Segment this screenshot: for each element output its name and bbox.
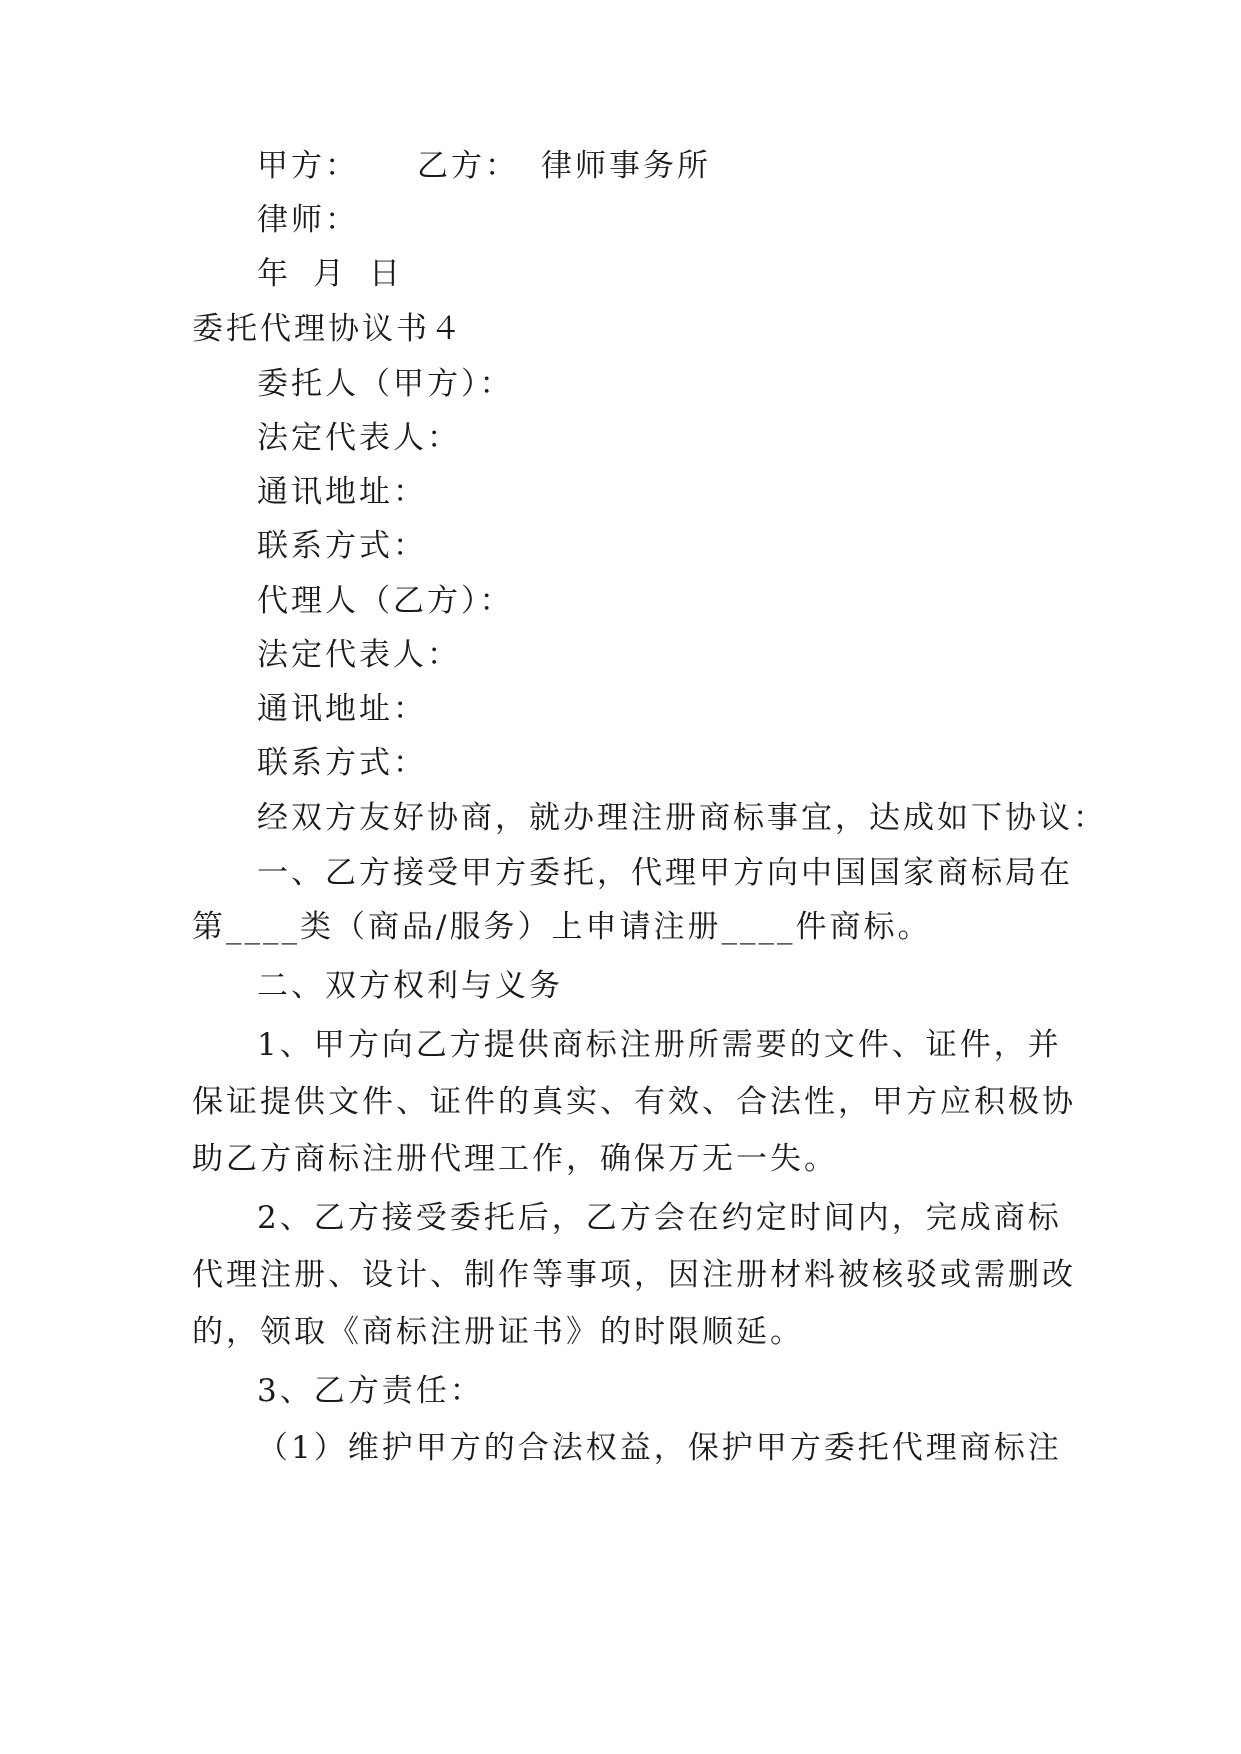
agent-address: 通讯地址： xyxy=(257,691,427,727)
signature-line xyxy=(257,146,711,186)
principal-address: 通讯地址： xyxy=(257,474,427,510)
date-day: 日 xyxy=(369,256,403,292)
item1-line: 1、甲方向乙方提供商标注册所需要的文件、证件，并 xyxy=(257,1027,1062,1063)
intro-paragraph: 经双方友好协商，就办理注册商标事宜，达成如下协议： xyxy=(257,800,1107,836)
clause1-line: 第____类（商品/服务）上申请注册____件商标。 xyxy=(192,909,932,945)
party-b-label: 乙方： xyxy=(417,148,519,184)
item3-heading: 3、乙方责任： xyxy=(257,1373,484,1409)
document-title: 委托代理协议书４ xyxy=(192,311,464,347)
agent-name: 代理人（乙方）： xyxy=(257,583,514,619)
date-year: 年 xyxy=(257,256,291,292)
lawyer-label: 律师： xyxy=(257,202,359,238)
item2-line: 2、乙方接受委托后，乙方会在约定时间内，完成商标 xyxy=(257,1200,1062,1236)
item1-line: 助乙方商标注册代理工作，确保万无一失。 xyxy=(192,1141,838,1177)
item2-line: 代理注册、设计、制作等事项，因注册材料被核驳或需删改 xyxy=(192,1257,1076,1293)
date-line xyxy=(257,254,403,294)
date-month: 月 xyxy=(313,256,347,292)
item1-line: 保证提供文件、证件的真实、有效、合法性，甲方应积极协 xyxy=(192,1084,1076,1120)
principal-legal-rep: 法定代表人： xyxy=(257,420,461,456)
agent-contact: 联系方式： xyxy=(257,745,427,781)
item3-sub1: （1）维护甲方的合法权益，保护甲方委托代理商标注 xyxy=(257,1430,1062,1466)
law-firm-label: 律师事务所 xyxy=(541,148,711,184)
principal-contact: 联系方式： xyxy=(257,528,427,564)
party-a-label: 甲方： xyxy=(257,148,359,184)
clause2-heading: 二、双方权利与义务 xyxy=(257,968,563,1004)
agent-legal-rep: 法定代表人： xyxy=(257,637,461,673)
item2-line: 的，领取《商标注册证书》的时限顺延。 xyxy=(192,1314,804,1350)
principal-name: 委托人（甲方）： xyxy=(257,366,514,402)
clause1-line: 一、乙方接受甲方委托，代理甲方向中国国家商标局在 xyxy=(257,855,1073,891)
